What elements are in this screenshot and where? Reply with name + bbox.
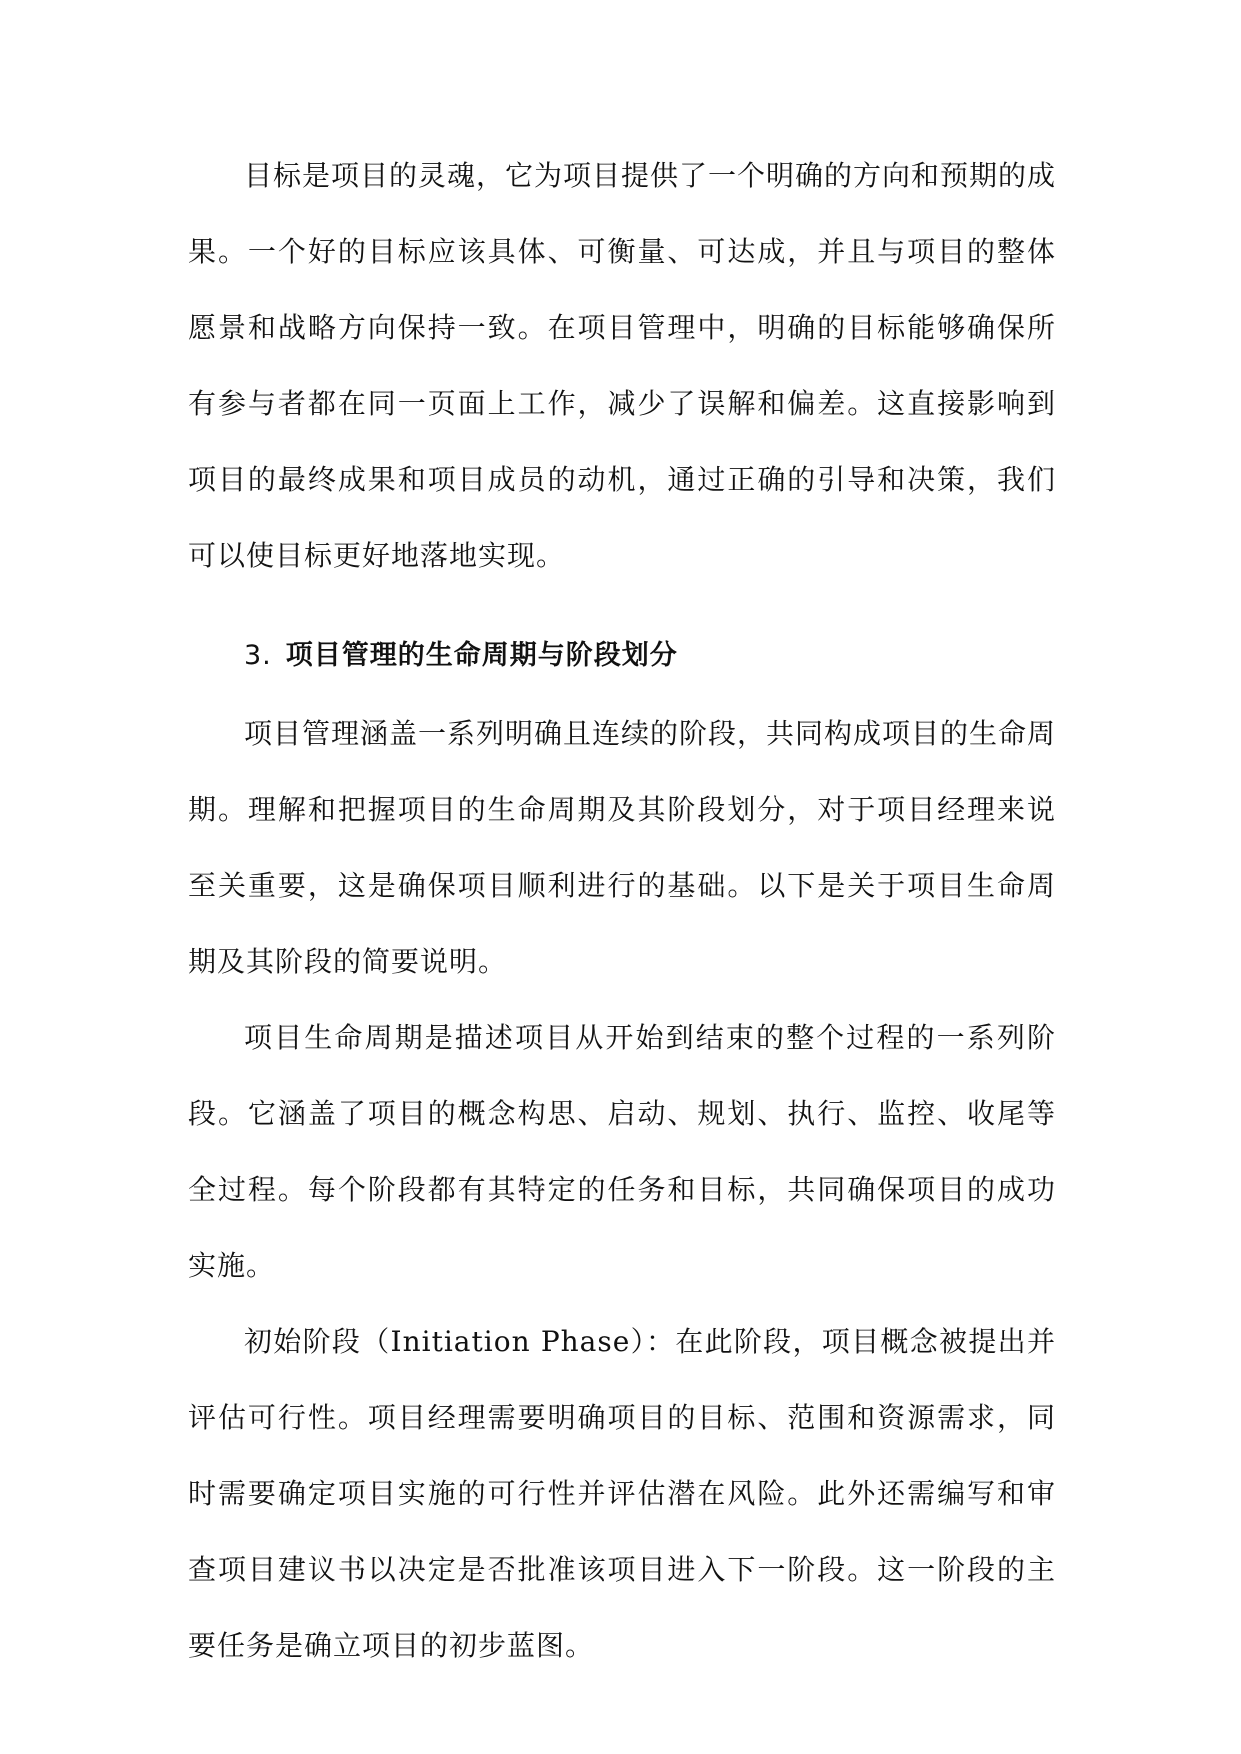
paragraph-initiation-phase: 初始阶段（Initiation Phase）：在此阶段，项目概念被提出并评估可行性。项目经理需要明确项目的目标、范围和资源需求，同时需要确定项目实施的可行性并评估潜在风险。此外还需编写和审查项目建议书以决定是否批准该项目进入下一阶段。这一阶段的主要任务是确立项目的初步蓝图。 <box>188 1325 1056 1662</box>
paragraph-lifecycle-definition: 项目生命周期是描述项目从开始到结束的整个过程的一系列阶段。它涵盖了项目的概念构思、启动、规划、执行、监控、收尾等全过程。每个阶段都有其特定的任务和目标，共同确保项目的成功实施。 <box>188 1021 1056 1282</box>
paragraph-lifecycle-intro: 项目管理涵盖一系列明确且连续的阶段，共同构成项目的生命周期。理解和把握项目的生命周期及其阶段划分，对于项目经理来说至关重要，这是确保项目顺利进行的基础。以下是关于项目生命周期及其阶段的简要说明。 <box>188 717 1057 978</box>
section-title: 项目管理的生命周期与阶段划分 <box>285 640 678 671</box>
section-number: 3. <box>244 640 272 671</box>
section-heading <box>188 616 1056 696</box>
paragraph-goal-importance: 目标是项目的灵魂，它为项目提供了一个明确的方向和预期的成果。一个好的目标应该具体、可衡量、可达成，并且与项目的整体愿景和战略方向保持一致。在项目管理中，明确的目标能够确保所有参与者都在同一页面上工作，减少了误解和偏差。这直接影响到项目的最终成果和项目成员的动机，通过正确的引导和决策，我们可以使目标更好地落地实现。 <box>188 159 1057 572</box>
document-body <box>188 138 1056 1684</box>
